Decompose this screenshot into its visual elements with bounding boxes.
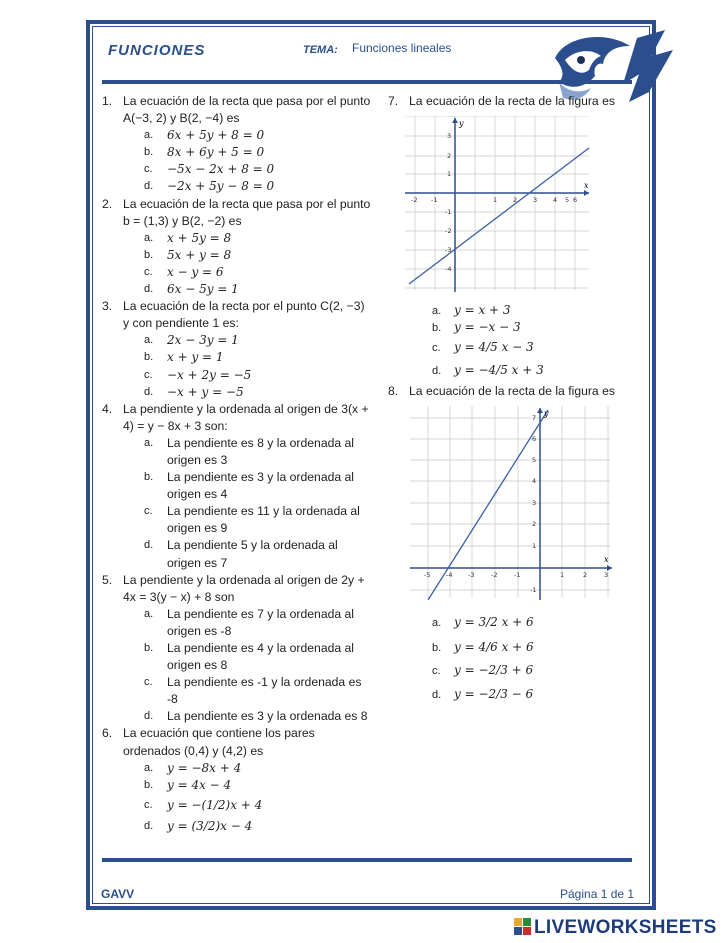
x-tick: -2 bbox=[411, 196, 418, 204]
option-letter: d. bbox=[144, 539, 154, 552]
y-tick: 2 bbox=[447, 152, 452, 160]
x-tick: 2 bbox=[513, 196, 518, 204]
question-number: 2. bbox=[102, 196, 113, 211]
option-text: 2x − 3y = 1 bbox=[167, 333, 239, 348]
option-text: 6x + 5y + 8 = 0 bbox=[167, 128, 265, 143]
option-2a[interactable] bbox=[102, 230, 372, 247]
x-tick: 4 bbox=[553, 196, 558, 204]
option-text: y = −4/5 x + 3 bbox=[454, 363, 544, 377]
option-text: La pendiente es -1 y la ordenada es -8 bbox=[167, 675, 362, 707]
watermark: LIVEWORKSHEETS bbox=[534, 917, 717, 938]
question-text: La ecuación de la recta que pasa por el punto b = (1,3) y B(2, −2) es bbox=[123, 196, 371, 228]
option-text: 8x + 6y + 5 = 0 bbox=[167, 145, 265, 160]
option-letter: a. bbox=[144, 436, 154, 449]
option-6d[interactable] bbox=[102, 818, 372, 835]
question-8 bbox=[388, 383, 628, 400]
y-tick: -2 bbox=[445, 227, 452, 235]
question-8-row bbox=[388, 383, 628, 400]
option-letter: a. bbox=[144, 607, 154, 620]
x-tick: -4 bbox=[446, 571, 453, 579]
graph-question-7 bbox=[405, 116, 595, 296]
option-letter: c. bbox=[144, 676, 153, 689]
question-text: La pendiente y la ordenada al origen de 2y + 4x = 3(y − x) + 8 son bbox=[123, 572, 365, 604]
option-letter: d. bbox=[144, 385, 154, 398]
option-text: y = 4x − 4 bbox=[167, 777, 232, 792]
option-2c[interactable] bbox=[102, 264, 372, 281]
option-7b[interactable] bbox=[432, 320, 521, 334]
option-1d[interactable] bbox=[102, 178, 372, 195]
question-number: 7. bbox=[388, 94, 399, 108]
option-letter: d. bbox=[432, 689, 442, 701]
x-tick: -5 bbox=[424, 571, 431, 579]
option-text: 5x + y = 8 bbox=[167, 247, 232, 262]
option-letter: a. bbox=[144, 231, 154, 244]
y-tick: 4 bbox=[532, 477, 537, 485]
option-letter: c. bbox=[144, 163, 153, 176]
option-letter: a. bbox=[144, 761, 154, 774]
question-number: 1. bbox=[102, 94, 113, 108]
x-tick: 6 bbox=[573, 196, 578, 204]
option-text: La pendiente es 7 y la ordenada al origen es -8 bbox=[167, 606, 355, 638]
graph-line bbox=[409, 148, 589, 284]
option-6a[interactable] bbox=[102, 760, 372, 777]
option-8b[interactable] bbox=[432, 640, 534, 654]
option-letter: b. bbox=[144, 248, 154, 261]
x-tick: 3 bbox=[604, 571, 609, 579]
x-tick: 1 bbox=[493, 196, 498, 204]
option-letter: b. bbox=[144, 778, 154, 791]
question-text: La pendiente y la ordenada al origen de 3(x + 4) = y − 8x + 3 son: bbox=[123, 401, 369, 433]
option-text: y = −2/3 + 6 bbox=[454, 663, 534, 677]
option-7a[interactable] bbox=[432, 303, 511, 317]
question-text: La ecuación de la recta de la figura es bbox=[409, 94, 615, 108]
question-6 bbox=[102, 725, 372, 759]
option-3b[interactable] bbox=[102, 349, 372, 366]
option-7c[interactable] bbox=[432, 340, 534, 354]
x-tick: 2 bbox=[583, 571, 588, 579]
option-2b[interactable] bbox=[102, 247, 372, 264]
option-3d[interactable] bbox=[102, 384, 372, 401]
header-rule bbox=[102, 80, 632, 84]
option-5d[interactable] bbox=[102, 708, 372, 725]
question-number: 8. bbox=[388, 384, 399, 398]
option-letter: c. bbox=[432, 342, 441, 354]
option-text: La pendiente es 11 y la ordenada al origen es 9 bbox=[167, 504, 360, 536]
option-text: −x + 2y = −5 bbox=[167, 367, 252, 382]
option-text: y = 3/2 x + 6 bbox=[454, 615, 534, 629]
question-number: 4. bbox=[102, 401, 113, 416]
y-tick: 6 bbox=[532, 435, 537, 443]
option-letter: c. bbox=[432, 665, 441, 677]
option-letter: a. bbox=[432, 305, 442, 317]
question-4 bbox=[102, 401, 372, 435]
option-7d[interactable] bbox=[432, 363, 544, 377]
option-5b[interactable] bbox=[102, 640, 372, 674]
question-text: La ecuación de la recta que pasa por el punto A(−3, 2) y B(2, −4) es bbox=[123, 94, 371, 126]
option-letter: a. bbox=[144, 334, 154, 347]
option-letter: b. bbox=[432, 642, 442, 654]
option-2d[interactable] bbox=[102, 281, 372, 298]
option-letter: a. bbox=[432, 617, 442, 629]
graph-question-8 bbox=[410, 406, 615, 602]
axis-label-x: x bbox=[584, 181, 589, 190]
option-3c[interactable] bbox=[102, 367, 372, 384]
question-number: 6. bbox=[102, 726, 113, 741]
option-letter: d. bbox=[144, 180, 154, 193]
option-text: x − y = 6 bbox=[167, 264, 224, 279]
option-1b[interactable] bbox=[102, 144, 372, 161]
y-tick: 1 bbox=[447, 170, 452, 178]
option-3a[interactable] bbox=[102, 332, 372, 349]
option-4c[interactable] bbox=[102, 503, 372, 537]
grid bbox=[410, 406, 610, 598]
header-topic: Funciones lineales bbox=[352, 41, 452, 55]
option-text: x + 5y = 8 bbox=[167, 230, 232, 245]
option-text: −5x − 2x + 8 = 0 bbox=[167, 162, 275, 177]
option-letter: d. bbox=[144, 283, 154, 296]
x-tick: -1 bbox=[431, 196, 438, 204]
option-4a[interactable] bbox=[102, 435, 372, 469]
y-tick: 3 bbox=[532, 499, 537, 507]
option-text: La pendiente es 3 y la ordenada es 8 bbox=[167, 709, 368, 724]
option-letter: d. bbox=[144, 819, 154, 832]
option-text: y = −8x + 4 bbox=[167, 760, 242, 775]
footer-rule bbox=[102, 858, 632, 862]
x-tick: 1 bbox=[560, 571, 565, 579]
option-text: La pendiente es 4 y la ordenada al origen es 8 bbox=[167, 641, 355, 673]
option-5a[interactable] bbox=[102, 606, 372, 640]
question-number: 3. bbox=[102, 299, 113, 314]
question-5 bbox=[102, 572, 372, 606]
x-tick: 3 bbox=[533, 196, 538, 204]
y-tick: -1 bbox=[530, 586, 537, 594]
option-8d[interactable] bbox=[432, 687, 533, 701]
option-letter: c. bbox=[144, 505, 153, 518]
option-5c[interactable] bbox=[102, 674, 372, 708]
option-letter: b. bbox=[144, 471, 154, 484]
option-4d[interactable] bbox=[102, 537, 372, 571]
question-text: La ecuación de la recta de la figura es bbox=[409, 384, 615, 398]
y-tick: -1 bbox=[445, 208, 452, 216]
y-tick: 1 bbox=[532, 542, 537, 550]
option-6c[interactable] bbox=[102, 797, 372, 814]
option-letter: d. bbox=[432, 365, 442, 377]
x-tick: -1 bbox=[514, 571, 521, 579]
y-tick: 3 bbox=[447, 132, 452, 140]
question-7 bbox=[388, 93, 628, 110]
footer-author: GAVV bbox=[101, 887, 135, 901]
option-text: −2x + 5y − 8 = 0 bbox=[167, 179, 275, 194]
option-text: 6x − 5y = 1 bbox=[167, 282, 239, 297]
question-3 bbox=[102, 298, 372, 332]
option-1c[interactable] bbox=[102, 161, 372, 178]
axis-label-y: y bbox=[544, 409, 549, 418]
option-letter: c. bbox=[144, 368, 153, 381]
option-6b[interactable] bbox=[102, 777, 372, 794]
option-text: y = 4/5 x − 3 bbox=[454, 340, 534, 354]
question-number: 5. bbox=[102, 572, 113, 587]
option-text: −x + y = −5 bbox=[167, 384, 244, 399]
option-text: y = −(1/2)x + 4 bbox=[167, 797, 263, 812]
y-tick: 2 bbox=[532, 520, 537, 528]
footer-page-number: Página 1 de 1 bbox=[560, 887, 635, 901]
y-tick: -3 bbox=[445, 246, 452, 254]
axis-label-x: x bbox=[604, 555, 609, 564]
x-tick: 5 bbox=[565, 196, 570, 204]
option-text: La pendiente 5 y la ordenada al origen es 7 bbox=[167, 538, 338, 570]
right-column bbox=[388, 93, 628, 108]
option-text: La pendiente es 8 y la ordenada al origen es 3 bbox=[167, 435, 355, 467]
x-tick: -2 bbox=[491, 571, 498, 579]
option-1a[interactable] bbox=[102, 127, 372, 144]
option-8a[interactable] bbox=[432, 615, 534, 629]
axis-label-y: y bbox=[459, 119, 464, 128]
option-text: y = 4/6 x + 6 bbox=[454, 640, 534, 654]
option-letter: d. bbox=[144, 710, 154, 723]
option-letter: b. bbox=[144, 146, 154, 159]
option-text: y = −2/3 − 6 bbox=[454, 687, 534, 701]
option-letter: a. bbox=[144, 129, 154, 142]
option-text: y = (3/2)x − 4 bbox=[167, 818, 253, 833]
header-title: FUNCIONES bbox=[108, 42, 206, 59]
option-letter: c. bbox=[144, 798, 153, 811]
question-text: La ecuación de la recta por el punto C(2, −3) y con pendiente 1 es: bbox=[123, 299, 365, 331]
question-text: La ecuación que contiene los pares ordenados (0,4) y (4,2) es bbox=[123, 726, 315, 758]
option-letter: c. bbox=[144, 265, 153, 278]
question-2 bbox=[102, 196, 372, 230]
option-letter: b. bbox=[144, 642, 154, 654]
option-text: La pendiente es 3 y la ordenada al origen es 4 bbox=[167, 470, 355, 502]
option-letter: b. bbox=[432, 322, 442, 334]
option-4b[interactable] bbox=[102, 469, 372, 503]
left-column bbox=[102, 93, 372, 835]
option-8c[interactable] bbox=[432, 663, 533, 677]
question-1 bbox=[102, 93, 372, 127]
option-text: y = −x − 3 bbox=[454, 320, 521, 334]
x-tick: -3 bbox=[468, 571, 475, 579]
y-tick: -4 bbox=[445, 265, 452, 273]
header-tema-label: TEMA: bbox=[303, 44, 338, 56]
y-tick: 5 bbox=[532, 456, 537, 464]
option-text: y = x + 3 bbox=[454, 303, 511, 317]
option-letter: b. bbox=[144, 351, 154, 364]
y-tick: 7 bbox=[532, 414, 537, 422]
option-text: x + y = 1 bbox=[167, 350, 224, 365]
liveworksheets-logo-icon bbox=[514, 918, 532, 936]
